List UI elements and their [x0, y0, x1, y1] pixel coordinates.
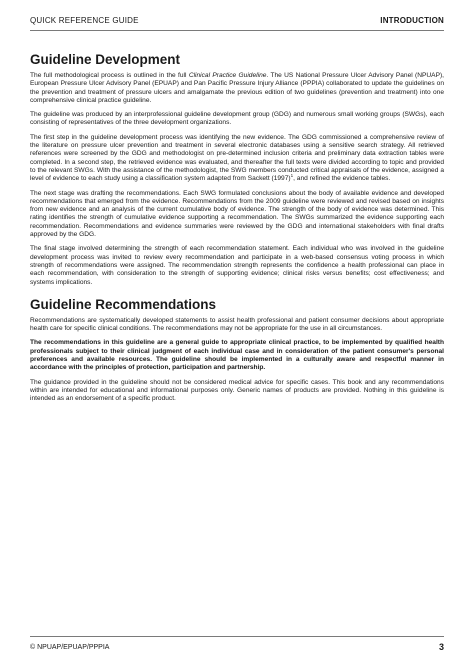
- section-heading: Guideline Recommendations: [30, 296, 217, 312]
- page-footer: [30, 642, 444, 652]
- text-run: , and refined the evidence tables.: [293, 175, 391, 183]
- paragraph: [30, 134, 444, 184]
- text-run: The first step in the guideline development process was identifying the new evidence. The GDG commissioned a comprehensive review of the literature on pressure ulcer prevention and treatment in several electronic databases using a sensitive search strategy. All retrieved references were screened by the GDG and methodologist on pre-determined inclusion criteria and preliminary data extraction tables were completed. In a second step, the retrieved evidence was evaluated, and thereafter the full texts were divided according to topic and provided to the relevant SWGs. With the assistance of the methodologist, the SWG members conducted critical appraisals of the evidence, assigned a level of evidence to each study using a classification system adapted from Sackett (1997): [30, 133, 444, 183]
- header-rule: [30, 30, 444, 31]
- page-header: [30, 16, 444, 25]
- header-section-title: INTRODUCTION: [380, 16, 444, 25]
- page-number: 3: [438, 642, 444, 652]
- text-run: The full methodological process is outlined in the full: [30, 72, 189, 79]
- paragraph: Recommendations are systematically developed statements to assist health professional and patient consumer decisions about appropriate health care for specific clinical conditions. The recommendations may not be appropriate for the use in all circumstances.: [30, 316, 444, 333]
- section-heading: Guideline Development: [30, 52, 181, 67]
- header-guide-title: QUICK REFERENCE GUIDE: [30, 16, 139, 25]
- guideline-title-emphasis: Clinical Practice Guideline: [188, 72, 267, 79]
- copyright-text: © NPUAP/EPUAP/PPPIA: [30, 643, 110, 651]
- footer-rule: [30, 636, 444, 637]
- paragraph: The guideline was produced by an interprofessional guideline development group (GDG) and numerous small working groups (SWGs), each consisting of representatives of the three development organizations.: [30, 111, 444, 127]
- section-guideline-development: [30, 52, 444, 287]
- section-guideline-recommendations: [30, 297, 444, 404]
- citation-superscript: 1: [290, 173, 294, 179]
- text-run: . The US National Pressure Ulcer Advisory Panel (NPUAP), European Pressure Ulcer Advisory Panel (EPUAP) and Pan Pacific Pressure Injury Alliance (PPPIA) collaborated to update the guidelines on the prevention and treatment of pressure ulcers and amalgamate the previous edition of two guidelines (prevention and treatment) into one comprehensive clinical practice guideline.: [30, 72, 444, 104]
- page-content: [30, 52, 444, 410]
- paragraph: The final stage involved determining the strength of each recommendation statement. Each individual who was involved in the guideline development process was invited to review every recommendation and participate in a web-based consensus voting process in which strength of recommendations were assigned. The recommendation strength represents the confidence a health professional can place in each recommendation, with consideration to the strength of supporting evidence; clinical risks versus benefits; cost effectiveness; and systems implications.: [30, 245, 444, 286]
- paragraph: The next stage was drafting the recommendations. Each SWG formulated conclusions about the body of available evidence and developed recommendations that emerged from the evidence. Recommendations from the 2009 guideline were reviewed and revised based on insights from new evidence and an analysis of the current cumulative body of evidence. The strength of the body of evidence was determined. This rating identifies the strength of cumulative evidence supporting a recommendation. The SWGs summarized the evidence supporting each recommendation. Recommendations and evidence summaries were reviewed by the GDG and international stakeholders with final drafts approved by the GDG.: [30, 189, 444, 239]
- bold-paragraph: The recommendations in this guideline are a general guide to appropriate clinical practice, to be implemented by qualified health professionals subject to their clinical judgment of each individual case and in consideration of the patient consumer's personal preferences and available resources. The guideline should be implemented in a culturally aware and respectful manner in accordance with the principles of protection, participation and partnership.: [30, 339, 444, 372]
- paragraph: [30, 72, 444, 105]
- paragraph: The guidance provided in the guideline should not be considered medical advice for specific cases. This book and any recommendations within are intended for educational and informational purposes only. Generic names of products are provided. Nothing in this guideline is intended as an endorsement of a specific product.: [30, 378, 444, 403]
